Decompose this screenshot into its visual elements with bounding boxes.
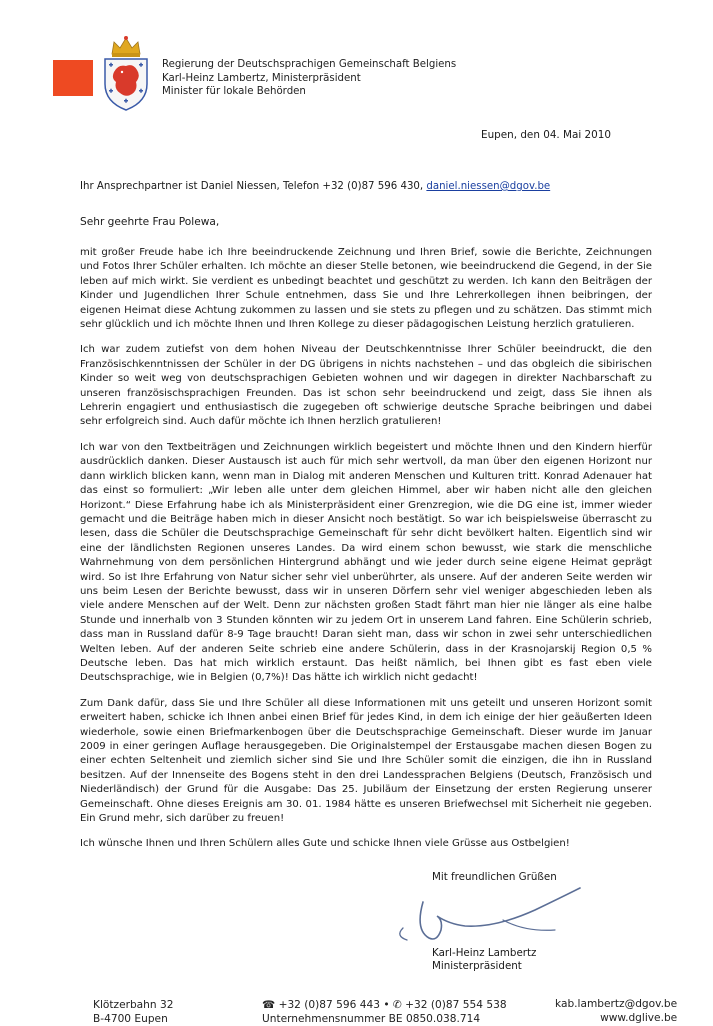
paragraph: Ich war zudem zutiefst von dem hohen Niveau der Deutschkenntnisse Ihrer Schüler beeindruckt, die den Französischkenntnissen der Schüler in der DG übrigens in nichts nachstehen – und das obgleich die sibirischen Kinder so weit weg von deutschsprachigen Gebieten wohnen und wir dagegen in direkter Nachbarschaft zu unseren französischsprachigen Freunden. Das ist schon sehr beeindruckend und zeigt, dass Sie ihnen als Lehrerin engagiert und enthusiastisch die zugegeben oft schwierige deutsche Sprache beibringen und dabei sehr erfolgreich sind. Auch dafür möchte ich Ihnen herzlich gratulieren! xyxy=(80,344,652,428)
footer-phone-fax: ☎ +32 (0)87 596 443 • ✆ +32 (0)87 554 538 xyxy=(262,999,507,1011)
handwritten-signature xyxy=(385,880,585,950)
letter-body xyxy=(80,246,652,863)
footer-website-link[interactable]: www.dglive.be xyxy=(600,1012,678,1024)
closing-greeting: Mit freundlichen Grüßen xyxy=(432,871,557,883)
letterhead-line-government: Regierung der Deutschsprachigen Gemeinschaft Belgiens xyxy=(162,59,457,70)
letterhead xyxy=(162,58,456,99)
paragraph: Ich war von den Textbeiträgen und Zeichnungen wirklich begeistert und möchte Ihnen und den Kindern hierfür ausdrücklich danken. Dieser Austausch ist auch für mich sehr wertvoll, da man über den eigenen Horizont nur dann wirklich blicken kann, wenn man in Dialog mit anderen Menschen und Kulturen tritt. Konrad Adenauer hat das einst so formuliert: „Wir leben alle unter dem gleichen Himmel, aber wir haben nicht alle den gleichen Horizont.“ Diese Erfahrung habe ich als Ministerpräsident einer Grenzregion, wie die DG eine ist, immer wieder gemacht und die Beiträge haben mich in dieser Ansicht noch bestätigt. So war ich beispielsweise überrascht zu lesen, dass die Schüler die Deutschsprachige Gemeinschaft für sehr dicht bevölkert halten. Eigentlich sind wir eine der ländlichsten Regionen unseres Landes. Da wird einem schon bewusst, wie stark die menschliche Wahrnehmung von dem persönlichen Hintergrund abhängt und wie jeder durch seine eigene Heimat geprägt wird. So ist Ihre Erfahrung von Natur sicher sehr viel unberührter, als unsere. Auf der anderen Seite werden wir uns beim Lesen der Berichte bewusst, dass wir in unseren Dörfern sehr viel weniger abgeschieden leben als viele andere Menschen auf der Welt. Denn zur nächsten großen Stadt fährt man hier nie länger als eine halbe Stunde und innerhalb von 3 Stunden könnten wir zu jedem Ort in unserem Land fahren. Eine Schülerin schrieb, dass man in Russland dafür 8-9 Tage braucht! Daran sieht man, dass wir schon in zwei sehr unterschiedlichen Welten leben. Auf der anderen Seite schrieb eine andere Schülerin, dass in der Krasnojarskij Region 0,5 % Deutsche leben. Das hat mich wirklich erstaunt. Das heißt nämlich, bei Ihnen gibt es fast eben viele Deutschsprachige, wie in Belgien (0,7%)! Das hätte ich wirklich nicht gedacht! xyxy=(80,441,652,684)
contact-email-link[interactable]: daniel.niessen@dgov.be xyxy=(426,181,551,192)
signer-title: Ministerpräsident xyxy=(432,960,522,972)
paragraph: Zum Dank dafür, dass Sie und Ihre Schüler all diese Informationen mit uns geteilt und unseren Horizont somit erweitert haben, schicke ich Ihnen anbei einen Brief für jedes Kind, in dem ich einige der hier geäußerten Ideen wiederhole, sowie einen Briefmarkenbogen über die Deutschsprachige Gemeinschaft. Dieser wurde im Januar 2009 in einer geringen Auflage herausgegeben. Die Originalstempel der Erstausgabe machen diesen Bogen zu einer echten Seltenheit und ziemlich sicher sind Sie und Ihre Schüler somit die einzigen, die ihn in Russland besitzen. Auf der Innenseite des Bogens steht in den drei Landessprachen Belgiens (Deutsch, Französisch und Niederländisch) der Grund für die Ausgabe: Das 25. Jubiläum der Einsetzung der ersten Regierung unserer Gemeinschaft. Ohne dieses Ereignis am 30. 01. 1984 hätte es unseren Briefwechsel mit Sicherheit nie gegeben. Ein Grund mehr, sich darüber zu freuen! xyxy=(80,697,652,825)
letterhead-line-department: Minister für lokale Behörden xyxy=(162,86,306,97)
footer-company-number: Unternehmensnummer BE 0850.038.714 xyxy=(262,1013,481,1025)
footer-address xyxy=(93,998,173,1026)
footer-email-link[interactable]: kab.lambertz@dgov.be xyxy=(555,998,678,1010)
contact-line xyxy=(80,181,550,192)
signer-block xyxy=(432,947,536,973)
signer-name: Karl-Heinz Lambertz xyxy=(432,947,537,959)
salutation: Sehr geehrte Frau Polewa, xyxy=(80,216,220,228)
paragraph: mit großer Freude habe ich Ihre beeindruckende Zeichnung und Ihren Brief, sowie die Berichte, Zeichnungen und Fotos Ihrer Schüler erhalten. Ich möchte an dieser Stelle betonen, wie beeindruckend die Gegend, in der Sie leben auf mich wirkt. Sie verdient es unbedingt beachtet und geschützt zu werden. Ich kann den Beiträgen der Kinder und Jugendlichen Ihrer Schule entnehmen, dass Sie und Ihre Lehrerkollegen ihnen beibringen, der eigenen Heimat diese Achtung zukommen zu lassen und sie stets zu pflegen und zu schätzen. Das stimmt mich sehr glücklich und ich möchte Ihnen und Ihren Kollege zu dieser pädagogischen Leistung herzlich gratulieren. xyxy=(80,247,652,331)
red-square-logo xyxy=(53,60,93,96)
letterhead-line-minister: Karl-Heinz Lambertz, Ministerpräsident xyxy=(162,72,361,84)
coat-of-arms-icon xyxy=(100,32,152,112)
footer-contact-numbers xyxy=(262,998,507,1026)
footer-city: B-4700 Eupen xyxy=(93,1013,168,1025)
date-line: Eupen, den 04. Mai 2010 xyxy=(481,129,611,141)
contact-text: Ihr Ansprechpartner ist Daniel Niessen, Telefon +32 (0)87 596 430, xyxy=(80,181,427,192)
footer-street: Klötzerbahn 32 xyxy=(93,999,174,1011)
paragraph: Ich wünsche Ihnen und Ihren Schülern alles Gute und schicke Ihnen viele Grüsse aus Ostbelgien! xyxy=(80,838,570,850)
footer-online xyxy=(555,997,677,1025)
